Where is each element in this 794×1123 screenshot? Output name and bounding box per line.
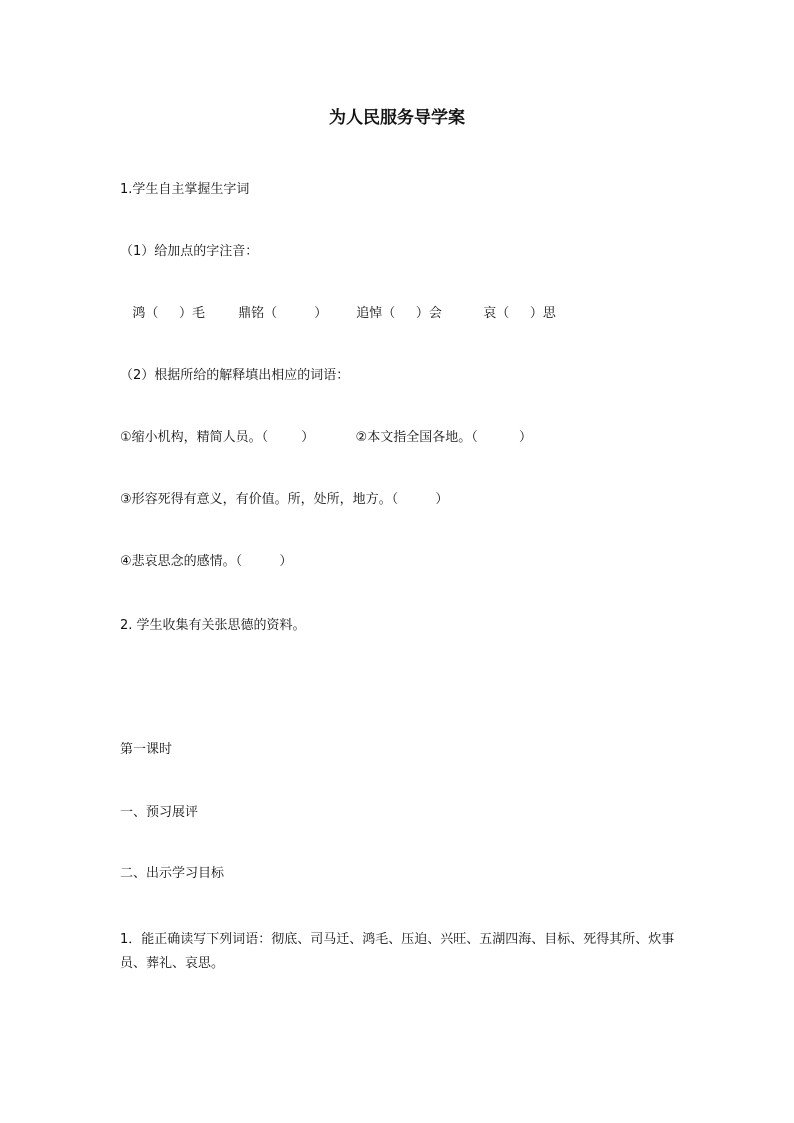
learning-goal-1: 1．能正确读写下列词语：彻底、司马迁、鸿毛、压迫、兴旺、五湖四海、目标、死得其所、炊事员、葬礼、哀思。	[120, 932, 675, 971]
page-title: 为人民服务导学案	[329, 108, 465, 128]
definition-item-4: ④悲哀思念的感情。（ ）	[120, 554, 293, 569]
subsection-1-heading: （1）给加点的字注音：	[120, 244, 259, 259]
definition-item-1-2: ①缩小机构，精简人员。（ ） ②本文指全国各地。（ ）	[120, 430, 533, 445]
lesson-heading: 第一课时	[120, 742, 173, 757]
section-2-heading: 2. 学生收集有关张思德的资料。	[120, 618, 306, 633]
step-2-heading: 二、出示学习目标	[120, 866, 225, 881]
subsection-2-heading: （2）根据所给的解释填出相应的词语：	[120, 368, 350, 383]
pinyin-exercise-line: 鸿（ ）毛 鼎铭（ ） 追悼（ ）会 哀（ ）思	[120, 306, 556, 321]
step-1-heading: 一、预习展评	[120, 805, 199, 820]
section-1-heading: 1.学生自主掌握生字词	[120, 182, 250, 197]
definition-item-3: ③形容死得有意义，有价值。所，处所，地方。（ ）	[120, 492, 449, 507]
